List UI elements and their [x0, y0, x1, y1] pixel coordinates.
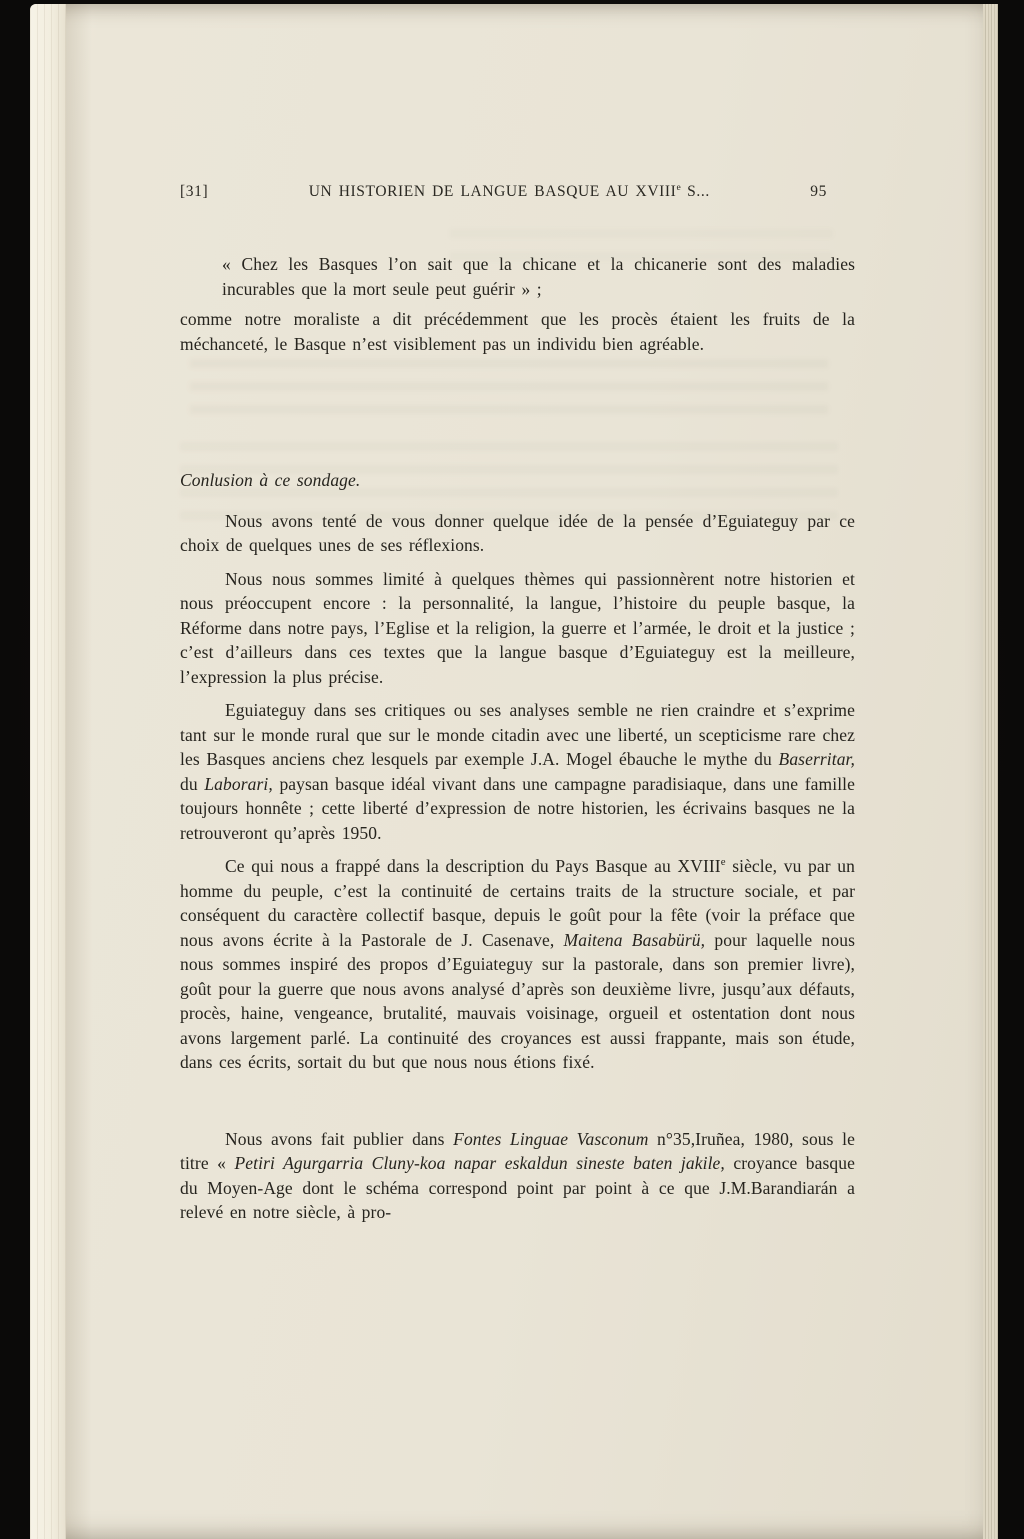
text-run: croyance basque du Moyen-Age dont le schéma correspond point par point à ce que J.M.Barandiarán a relevé en notre siècle, à pro-: [180, 1153, 855, 1222]
text-run: paysan basque idéal vivant dans une campagne paradisiaque, dans une famille toujours honnête ; cette liberté d’expression de notre historien, les écrivains basques ne la retrouveront qu’après 1950.: [180, 773, 855, 843]
paragraph: [180, 698, 855, 845]
italic-text: Laborari,: [204, 773, 273, 794]
page-header: [180, 182, 855, 202]
running-title: [208, 182, 810, 202]
superscript-text: e: [720, 856, 726, 869]
text-run: S...: [680, 183, 710, 200]
quote-block: [180, 252, 855, 301]
page-content: [180, 4, 855, 1539]
page-number: 95: [810, 183, 827, 200]
book-page: [30, 4, 998, 1539]
text-run: UN HISTORIEN DE LANGUE BASQUE AU XVIII: [308, 183, 677, 200]
paragraph: [180, 854, 855, 1075]
text-run: Ce qui nous a frappé dans la description du Pays Basque au XVIII: [225, 856, 721, 876]
italic-text: Fontes Linguae Vasconum: [453, 1128, 649, 1149]
page-body: [180, 252, 855, 1225]
paragraph: [180, 509, 855, 558]
italic-text: Conlusion à ce sondage.: [180, 470, 361, 490]
text-run: n°35,Iruñea, 1980, sous le titre «: [180, 1128, 855, 1173]
text-run: siècle, vu par un homme du peuple, c’est la continuité de certains traits de la structure sociale, et par conséquent du caractère collectif basque, depuis le goût pour la fête (voir la préface que nous avons écrite à la Pastorale de J. Casenave,: [180, 856, 856, 950]
header-section-ref: [31]: [180, 183, 209, 200]
paragraph: [180, 307, 855, 356]
italic-text: Maitena Basabürü,: [563, 929, 706, 950]
text-run: Nous avons tenté de vous donner quelque idée de la pensée d’Eguiateguy par ce choix de quelques unes de ses réflexions.: [180, 510, 855, 555]
paragraph: [180, 1127, 855, 1225]
superscript-text: e: [676, 181, 681, 193]
italic-text: Petiri Agurgarria Cluny-koa napar eskaldun sineste baten jakile,: [234, 1153, 725, 1173]
paragraph: [180, 567, 855, 690]
page-stack-edge-right: [983, 4, 998, 1539]
text-run: pour laquelle nous nous sommes inspiré des propos d’Eguiateguy sur la pastorale, dans son premier livre), goût pour la guerre que nous avons analysé d’après son deuxième livre, jusqu’aux défauts, procès, haine, vengeance, brutalité, mauvais voisinage, orgueil et ostentation dont nous avons largement parlé. La continuité des croyances est aussi frappante, mais son étude, dans ces écrits, sortait du but que nous nous étions fixé.: [180, 929, 855, 1072]
italic-text: Baserritar,: [778, 749, 855, 769]
text-run: Eguiateguy dans ses critiques ou ses analyses semble ne rien craindre et s’exprime tant sur le monde rural que sur le monde citadin avec une liberté, un scepticisme rare chez les Basques anciens chez lesquels par exemple J.A. Mogel ébauche le mythe du: [180, 700, 855, 769]
text-run: du: [180, 773, 205, 794]
text-run: comme notre moraliste a dit précédemment que les procès étaient les fruits de la méchanceté, le Basque n’est visiblement pas un individu bien agréable.: [180, 309, 855, 354]
section-heading: [180, 468, 855, 493]
text-run: Nous nous sommes limité à quelques thèmes qui passionnèrent notre historien et nous préoccupent encore : la personnalité, la langue, l’histoire du peuple basque, la Réforme dans notre pays, l’Eglise et la religion, la guerre et l’armée, le droit et la justice ; c’est d’ailleurs dans ces textes que la langue basque d’Eguiateguy est la meilleure, l’expression la plus précise.: [180, 568, 855, 687]
text-run: Nous avons fait publier dans: [225, 1128, 454, 1149]
text-run: « Chez les Basques l’on sait que la chicane et la chicanerie sont des maladies incurables que la mort seule peut guérir » ;: [222, 254, 855, 299]
page-stack-edge-left: [30, 4, 66, 1539]
